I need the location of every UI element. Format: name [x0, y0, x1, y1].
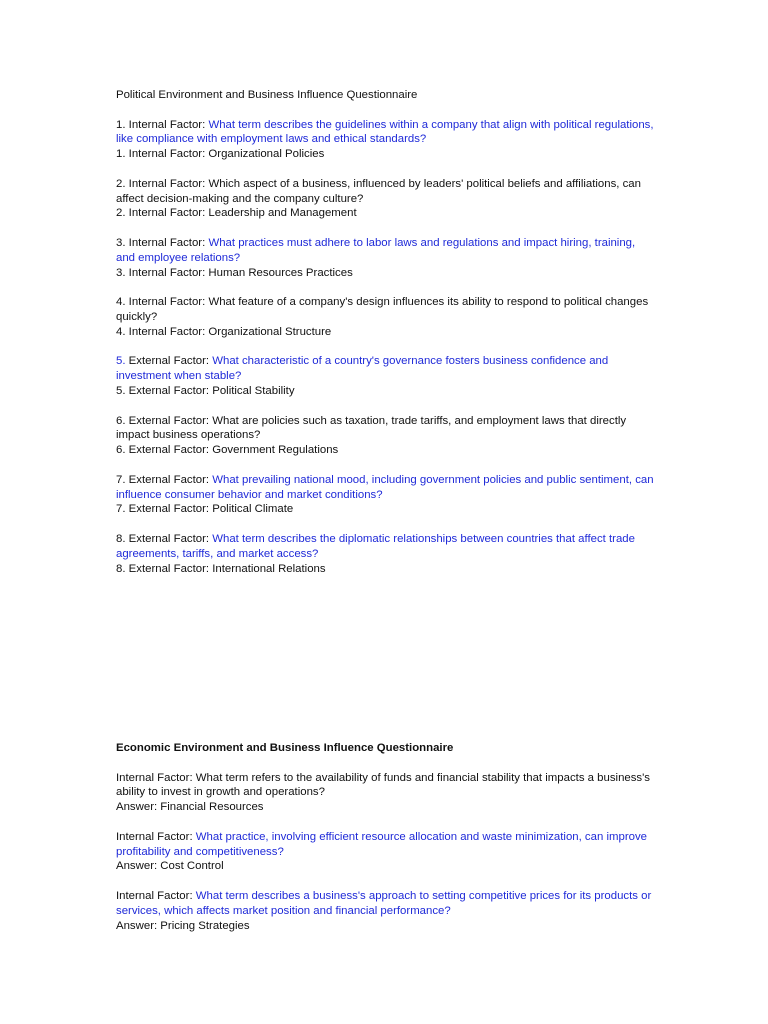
qa-item-5	[116, 354, 656, 398]
question-1	[116, 118, 656, 148]
question-number: 5.	[116, 355, 126, 368]
qa-item-7	[116, 473, 656, 517]
answer-5: 5. External Factor: Political Stability	[116, 384, 295, 397]
question-prefix: 8. External Factor:	[116, 532, 213, 545]
question-prefix: Internal Factor:	[116, 771, 196, 784]
qa-item-1	[116, 118, 656, 162]
question-text: What prevailing national mood, including government policies and public sentiment, can influence consumer behavior and market conditions?	[116, 473, 654, 501]
question-prefix: 4. Internal Factor:	[116, 296, 209, 309]
question-8	[116, 532, 656, 562]
question-prefix: 3. Internal Factor:	[116, 236, 209, 249]
question-text: What practices must adhere to labor laws and regulations and impact hiring, training, and employee relations?	[116, 236, 636, 264]
question-text: What term refers to the availability of funds and financial stability that impacts a business's ability to invest in growth and operations?	[116, 771, 650, 799]
qa-item-2	[116, 177, 656, 221]
question-text: What term describes the diplomatic relationships between countries that affect trade agreements, tariffs, and market access?	[116, 532, 635, 560]
econ-qa-item-3	[116, 889, 656, 933]
section1-title: Political Environment and Business Influence Questionnaire	[116, 89, 418, 101]
answer-1: 1. Internal Factor: Organizational Policies	[116, 148, 325, 161]
qa-item-6	[116, 414, 656, 458]
econ-qa-item-1	[116, 771, 656, 815]
question-prefix: 6. External Factor:	[116, 414, 213, 427]
question-6	[116, 414, 656, 444]
question-3	[116, 236, 656, 266]
econ-question-2	[116, 830, 656, 860]
econ-question-1	[116, 771, 656, 801]
question-text: What term describes a business's approach to setting competitive prices for its products or services, which affects market position and financial performance?	[116, 890, 652, 917]
qa-item-4	[116, 295, 656, 339]
question-5	[116, 354, 656, 384]
section2-title: Economic Environment and Business Influence Questionnaire	[116, 742, 454, 755]
answer-8: 8. External Factor: International Relations	[116, 562, 326, 575]
answer-4: 4. Internal Factor: Organizational Structure	[116, 325, 332, 338]
question-text: What practice, involving efficient resource allocation and waste minimization, can improve profitability and competitiveness?	[116, 830, 647, 858]
question-prefix: Internal Factor:	[116, 890, 196, 903]
econ-qa-item-2	[116, 830, 656, 874]
econ-answer-2: Answer: Cost Control	[116, 860, 224, 873]
question-prefix: Internal Factor:	[116, 830, 196, 843]
econ-question-3	[116, 889, 656, 919]
answer-3: 3. Internal Factor: Human Resources Practices	[116, 266, 353, 279]
question-text: What feature of a company's design influences its ability to respond to political changes quickly?	[116, 296, 649, 323]
qa-item-8	[116, 532, 656, 576]
econ-answer-1: Answer: Financial Resources	[116, 801, 264, 814]
question-4	[116, 295, 656, 325]
question-7	[116, 473, 656, 503]
question-text: What term describes the guidelines within a company that align with political regulations, like compliance with employment laws and ethical standards?	[116, 118, 654, 146]
question-prefix: External Factor:	[125, 355, 213, 368]
section-spacer	[116, 591, 656, 741]
document-page	[116, 88, 656, 948]
question-text: What characteristic of a country's governance fosters business confidence and investment when stable?	[116, 355, 609, 383]
answer-2: 2. Internal Factor: Leadership and Management	[116, 207, 357, 220]
question-prefix: 2. Internal Factor:	[116, 177, 209, 190]
question-text: Which aspect of a business, influenced by leaders' political beliefs and affiliations, can affect decision-making and the company culture?	[116, 177, 641, 205]
question-prefix: 7. External Factor:	[116, 473, 213, 486]
answer-6: 6. External Factor: Government Regulations	[116, 444, 339, 457]
econ-answer-3: Answer: Pricing Strategies	[116, 919, 250, 932]
qa-item-3	[116, 236, 656, 280]
question-text: What are policies such as taxation, trade tariffs, and employment laws that directly impact business operations?	[116, 414, 627, 442]
answer-7: 7. External Factor: Political Climate	[116, 503, 294, 516]
question-prefix: 1. Internal Factor:	[116, 118, 209, 131]
question-2	[116, 177, 656, 207]
